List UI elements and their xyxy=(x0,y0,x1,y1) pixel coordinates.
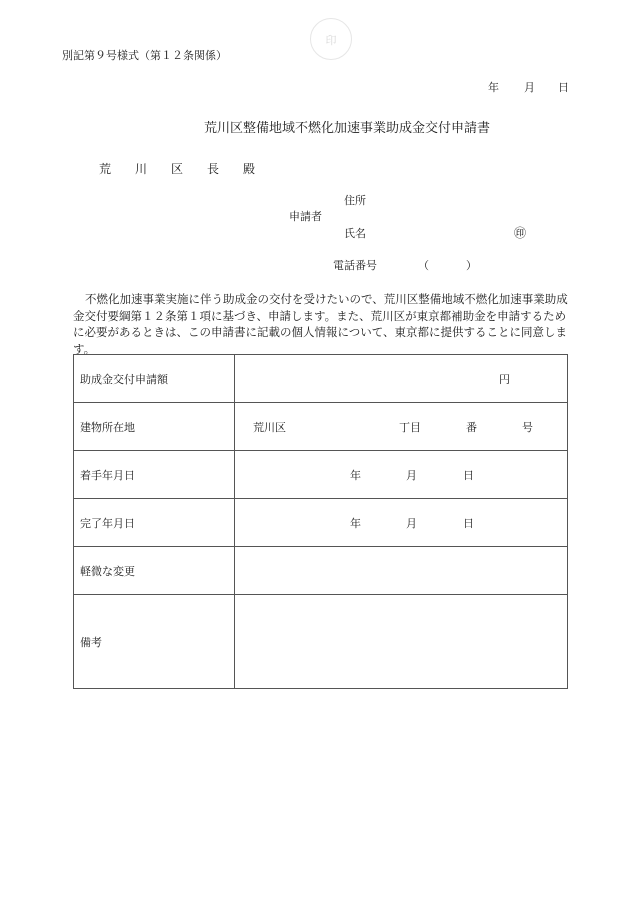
phone-close-paren: ） xyxy=(466,259,477,272)
consent-paragraph: 不燃化加速事業実施に伴う助成金の交付を受けたいので、荒川区整備地域不燃化加速事業助成金交付要綱第１２条第１項に基づき、申請します。また、荒川区が東京都補助金を申請するために必要があるときは、この申請書に記載の個人情報について、東京都に提供することに同意します。 xyxy=(73,292,568,356)
document-title: 荒川区整備地域不燃化加速事業助成金交付申請書 xyxy=(204,121,491,136)
seal-mark-circle xyxy=(310,18,352,60)
row-label: 備考 xyxy=(74,595,235,689)
ward-label: 荒川区 xyxy=(253,420,286,434)
location-field[interactable] xyxy=(235,403,568,451)
chome-label: 丁目 xyxy=(399,420,421,434)
year-label: 年 xyxy=(350,468,361,482)
day-label: 日 xyxy=(463,516,474,530)
seal-mark: ㊞ xyxy=(514,226,527,240)
phone-open-paren: （ xyxy=(418,259,429,272)
row-label: 軽微な変更 xyxy=(74,547,235,595)
row-label: 着手年月日 xyxy=(74,451,235,499)
go-label: 号 xyxy=(522,420,533,434)
table-row xyxy=(74,355,568,403)
start-date-field[interactable] xyxy=(235,451,568,499)
month-label: 月 xyxy=(406,516,417,530)
ban-label: 番 xyxy=(466,420,477,434)
applicant-label: 申請者 xyxy=(289,210,322,223)
addressee: 荒 川 区 長 殿 xyxy=(99,162,262,176)
row-label: 完了年月日 xyxy=(74,499,235,547)
row-label: 建物所在地 xyxy=(74,403,235,451)
day-label: 日 xyxy=(463,468,474,482)
remarks-field[interactable] xyxy=(235,595,568,689)
table-row xyxy=(74,499,568,547)
month-label: 月 xyxy=(406,468,417,482)
phone-label: 電話番号 xyxy=(333,259,377,272)
amount-field[interactable] xyxy=(235,355,568,403)
row-label: 助成金交付申請額 xyxy=(74,355,235,403)
form-number: 別記第９号様式（第１２条関係） xyxy=(62,49,227,62)
seal-mark-text: 印 xyxy=(325,34,337,47)
date-day-label: 日 xyxy=(558,81,569,94)
address-label: 住所 xyxy=(344,194,366,207)
application-table xyxy=(73,354,568,689)
date-month-label: 月 xyxy=(524,81,535,94)
table-row xyxy=(74,547,568,595)
minor-change-field[interactable] xyxy=(235,547,568,595)
table-row xyxy=(74,595,568,689)
year-label: 年 xyxy=(350,516,361,530)
name-label: 氏名 xyxy=(344,227,366,240)
table-row xyxy=(74,451,568,499)
date-year-label: 年 xyxy=(488,81,499,94)
yen-unit: 円 xyxy=(499,372,510,386)
completion-date-field[interactable] xyxy=(235,499,568,547)
table-row xyxy=(74,403,568,451)
